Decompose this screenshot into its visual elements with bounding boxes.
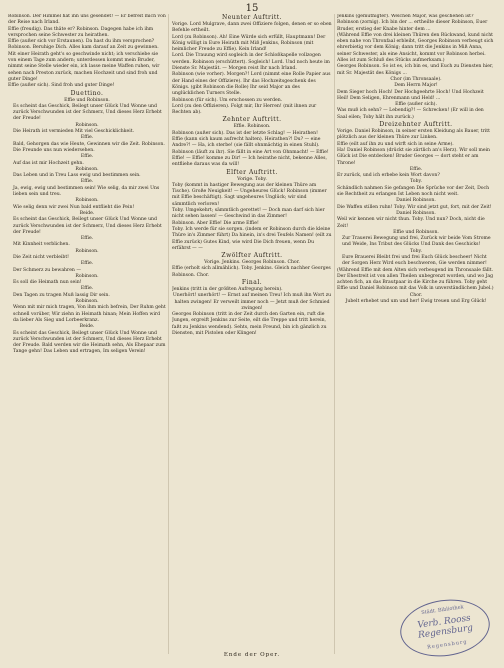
verse-block: Bald, Gehorgen das wie Heute, Gewinnen wir die Zeit. Robinson. Die Freunde uns nun wiedersehen. bbox=[13, 141, 165, 153]
page-number: 15 bbox=[245, 3, 259, 14]
text-paragraph: Toby (kommt in hastiger Bewegung aus der kleinen Thüre am Tische). Große Neuigkeit! — Ungeheures Glück! Robinson (immer mit Effie beschäftigt). Sagt ungeheures Unglück; wir sind sämmtlich verloren! bbox=[172, 182, 327, 207]
verse-block: Es scheint das Geschick, Beilegt unser Glück Und Wonne und zurück Verschwunden ist der Schmerz, Und dieses Herz Erhebt der Freude. Bald werden wir die Heimath sehn, Als Ehepaar zum Tange gehn! Das Leben und ertragen, Im seligen Verein! bbox=[13, 330, 166, 355]
verse-block: Der Schmerz zu bewahren — bbox=[13, 267, 81, 273]
text-paragraph: Weil wir kennen wir nicht thun. Toby. Und nun? Doch, nicht die Zeit! bbox=[337, 217, 485, 229]
column-divider bbox=[168, 14, 169, 654]
speaker-line: Dem Herrn Major! bbox=[394, 83, 438, 89]
stamp-line-1: Städt. Bibliothek bbox=[420, 604, 465, 617]
verse-block: Den Tagen zu tragen Muß lassig Dir sein. bbox=[13, 292, 110, 298]
text-paragraph: Effie (eilt auf ihn zu und wirft sich in seine Arme). bbox=[337, 141, 454, 147]
speaker-line: Effie und Robinson. bbox=[393, 229, 439, 235]
speaker-line: Beide. bbox=[79, 210, 95, 216]
speaker-line: Effie. bbox=[409, 166, 423, 172]
speaker-line: Vorige. Jenkins. Georges Robinson. Chor. bbox=[204, 260, 300, 266]
text-paragraph: Effie (kann sich kaum aufrecht halten). Heirathen?! Du? — eine Andre?! — Ha, ich sterbe! (sie fällt ohnmächtig in einen Stuhl). bbox=[172, 137, 321, 149]
speaker-line: Robinson. bbox=[75, 248, 99, 254]
text-paragraph: Jenkins (gemüthigter). Welchen Major, was geschehen ist? Robinson (zornig). Ich bin der ... ertheilte dieser Robinson, Euer Bruder, erstieg der Knabe hinter dem ... bbox=[337, 14, 488, 32]
section-heading: Zehnter Auftritt. bbox=[222, 116, 282, 124]
section-heading: Elfter Auftritt. bbox=[226, 168, 278, 176]
speaker-line: Effie. bbox=[80, 154, 94, 160]
speaker-line: Effie. Robinson. bbox=[233, 124, 271, 130]
speaker-line: Robinson. bbox=[75, 198, 99, 204]
verse-block: Es scheint das Geschick, Beilegt unser Glück Und Wonne und zurück Verschwunden ist der Schmerz, Und dieses Herz Erhebt der Freude! bbox=[13, 217, 162, 235]
speaker-line: Daniel Robinson. bbox=[396, 198, 436, 204]
text-paragraph: Vorige. Daniel Robinson, in seiner ersten Kleidung als Bauer, tritt plötzlich aus der kleinen Thüre zur Linken. bbox=[337, 129, 490, 141]
text-paragraph: Toby. Umgekehrt; sämmtlich gerettet! — Doch man darf sich hier nicht sehen lassen! — Geschwind in das Zimmer! bbox=[172, 208, 325, 220]
text-paragraph: Lord (zu Robinson). Ah! Eine Würde sich erfüllt, Hauptmann! Der König willigt in Eure Heirath mit Miß Jenkins, Robinson (mit heimlicher Freude zu Effie). Kein Irland! bbox=[172, 34, 326, 53]
text-paragraph: Robinson. Aber Effie! Die arme Effie! bbox=[172, 220, 259, 226]
verse-block: Zur Trauerei Bewegung und frei, Zurück wir beide Vom Strome und Weide, Ins Tribut des Glücks Und Dank des Geschicks! bbox=[342, 236, 491, 248]
text-paragraph: Was muß ich sehn? — Lebendig?! — Schrecken! (Er will in den Saal eilen; Toby hält ihn zurück.) bbox=[337, 108, 484, 120]
text-paragraph: Effie (erholt sich allmählich). Toby. Jenkins. Gleich nachher Georges Robinson. Chor. bbox=[172, 266, 331, 278]
end-of-opera-line: Ende der Oper. bbox=[223, 652, 281, 658]
library-stamp bbox=[397, 594, 494, 662]
section-heading: Duettino. bbox=[70, 89, 104, 97]
section-heading: Zwölfter Auftritt. bbox=[221, 252, 283, 260]
speaker-line: Chor. bbox=[409, 292, 423, 298]
text-paragraph: Effie (freudig). Das thäte er? Robinson. Dagegen habe ich ihm versprochen seine Schwester zu heirathen. bbox=[8, 26, 154, 38]
speaker-line: Robinson. bbox=[75, 166, 99, 172]
column-divider bbox=[334, 14, 335, 654]
speaker-line: Effie (außer sich). bbox=[395, 102, 437, 108]
speaker-line: Effie. bbox=[80, 135, 94, 141]
text-paragraph: Effie (außer sich). Sind froh und guter Dinge! bbox=[8, 83, 115, 89]
text-paragraph: Die Waffen stillen ruhn! Toby. Wir sind jetzt gut, fort, mit der Zeit! bbox=[337, 204, 492, 210]
text-paragraph: Robinson. Beruhige Dich. Alles kam darauf an Zeit zu gewinnen. Mit einer Heirath geht's so geschwinde nicht; ich verschiebe sie von einem Tage zum andern; unterdessen kommt mein Bruder, nimmt seine Stelle wieder ein, ich lasse meine Waffen ruhen, wir sehen nach Preston zurück, machen Hochzeit und sind froh und guter Dinge! bbox=[8, 45, 160, 82]
speaker-line: Jubelt erhebet und um und her! Ewig treuen und Erg Glück! bbox=[345, 299, 487, 305]
stamp-line-3: Regensburg bbox=[426, 639, 468, 651]
verse-block: Ja, ewig, ewig und bestimmen sein! Wie selig, da mir zwei Uns lieben sein und treu. bbox=[13, 185, 160, 198]
verse-block: Wenn mit mir mich tragen, Von ihm mich befrein, Der Ruhm geht schnell vorüber, Wir ziehn in Heimath hinan; Mein Hoffen wird da lieber Als Sieg und Lorbeerkranz. bbox=[13, 305, 166, 323]
text-paragraph: (Während Effie von drei kleinen Thüren den Rückwand, kund nicht eben nahe von Thronfaal erbleibt, Georges Robinson verbeugt sich ehrerbietig vor dem König; dann tritt die Jenkins in Miß Anna, seiner Schwester, als eine Ansicht, kommt vor Robinson herbei. Alles ist zum Schluß des Stücks aufmerksam.) bbox=[337, 32, 494, 64]
text-paragraph: Er zurück, und ich erbebe kein Wort davon? bbox=[337, 173, 440, 179]
text-paragraph: Dem Sieger hoch Hoch! Der Hochgeehrte Hoch! Und Hochzeit Heil! Dem Seligen, Ehrenmann und Held! ... bbox=[337, 89, 484, 101]
verse-block: Es scheint das Geschick, Beilegt unser Glück Und Wonne und zurück Verschwunden ist der Schmerz, Und dieses Herz Erhebt der Freude! bbox=[13, 103, 162, 122]
text-paragraph: (Während Effie mit dem Alten sich verbeugend im Thronsaale fällt. Der Ehestreit ist von allen Theilen unbegrenzt worden, und wo Jag achten fich, an das Brautpaar in die Kirche zu führen. Toby geht Effie und Daniel Robinson mit das Volk in unverständlichem Jubel.) bbox=[337, 267, 494, 292]
verse-block: Wie selig denn wir zwei Nun bald entflieht die Pein! bbox=[13, 204, 135, 210]
speaker-line: Toby. bbox=[410, 179, 422, 185]
speaker-line: Robinson. bbox=[75, 273, 99, 279]
text-paragraph: Robinson (läuft zu ihr). Sie fällt in eine Art von Ohnmacht! — Effie! Effie! — Effie! komme zu Dir! — Ich heirathe nicht, bekenne Alles, entfliehe daraus was da will! bbox=[172, 149, 329, 168]
text-column-left bbox=[8, 14, 166, 356]
text-paragraph: Schändlich nahmen Sie gefangen Die Sprüche vor der Zeit, Doch sie Rechtheit zu erlangen Ist Leben noch nicht weit. bbox=[337, 185, 490, 198]
text-paragraph: Robinson (für sich). Um erschossen zu werden. bbox=[172, 97, 283, 103]
text-paragraph: Robinson (außer sich). Das ist der letzte Schlag! — Heirathen! bbox=[172, 130, 318, 136]
speaker-line: Chor (im Thronsaale). bbox=[390, 76, 442, 82]
text-column-right bbox=[337, 14, 495, 305]
stamp-line-2: Verb. Rooss Regensburg bbox=[416, 613, 474, 641]
speaker-line: Robinson. bbox=[75, 299, 99, 305]
text-paragraph: Effie (außer sich vor Erstaunen). Da hast du ihm versprochen? bbox=[8, 39, 155, 45]
section-heading: Dreizehnter Auftritt. bbox=[379, 121, 453, 129]
speaker-line: Effie. bbox=[80, 236, 94, 242]
verse-block: Die Zeit nicht verbleibt! bbox=[13, 254, 70, 260]
verse-block: Auf das ist mir Hochzeit gehn. bbox=[13, 160, 84, 166]
speaker-line: Toby. bbox=[410, 248, 422, 254]
text-paragraph: Lord. Die Trauung wird sogleich in der Schloßkapelle vollzogen werden. Robinson (erschüttert). Sogleich! Lord. Und noch heute im Dienste Sr. Majestät. — Morgen reist Ihr nach Irland. bbox=[172, 53, 330, 72]
speaker-line: Beide. bbox=[79, 324, 95, 330]
section-heading: Neunter Auftritt. bbox=[221, 14, 283, 21]
verse-block: Die Heirath ist vermieden Mit viel Geschicklichkeit. bbox=[13, 129, 135, 135]
verse-block: Es soll die Heimath nun sein! bbox=[13, 280, 82, 286]
verse-block: Das Leben und in Treu Lass ewig und bestimmen sein. bbox=[13, 173, 141, 179]
verse-block: Eure Brauerei Bleibt frei und frei Euch Glück bescheer! Nicht der Sorgen Herz Wird euch beschweren, Gie werden nimmer! bbox=[342, 254, 487, 267]
text-paragraph: Lord (zu den Offizieren). Folgt mir, Ihr Herren! (mit ihnen zur Rechten ab). bbox=[172, 103, 317, 116]
speaker-line: Effie. bbox=[80, 179, 94, 185]
speaker-line: Effie. bbox=[80, 286, 94, 292]
verse-block: Mit Kinnheit verblichen. bbox=[13, 242, 70, 248]
text-paragraph: Vorige. Lord Mulgrave, dann zwei Offiziere folgen, denen er so eben Befehle ertheilt. bbox=[172, 22, 332, 34]
speaker-line: Unerhört! unerhört! — Ernst auf meinen Treu! Ich muß ihn Wort zu halten zwingen! Er verweilt immer noch — Jetzt muß der Schmied zwingen! bbox=[172, 293, 332, 311]
text-paragraph: Robinson (wie vorher). Morgen?! Lord (nimmt eine Rolle Papier aus der Hand eines der Offiziere). Ihr das Hochzeitsgeschenk des Königs. (gibt Robinson die Rolle) Ihr seid Major an des unglücklichen Turners Stelle. bbox=[172, 72, 331, 97]
text-paragraph: Georges Robinson (tritt in der Zeit durch den Garten ein, ruft die Jungen, ergreift Jenkins zur Seite, eilt die Treppe und tritt herein, faßt zu Jenkins wendend). Sehts, mein Freund, bin ich gänzlich zu Diensten, mit Pistolen oder Klingen! bbox=[172, 312, 327, 337]
speaker-line: Effie. bbox=[80, 261, 94, 267]
text-column-middle bbox=[172, 14, 332, 337]
section-heading: Final. bbox=[241, 278, 263, 286]
text-paragraph: Georges Robinson. So ist es, ich bin es, und Euch zu Diensten hier, mit Sr. Majestät des Königs ... bbox=[337, 64, 494, 76]
speaker-line: Robinson. bbox=[75, 122, 99, 128]
speaker-line: Effie und Robinson. bbox=[64, 97, 110, 103]
text-paragraph: Ha! Daniel Robinson (drückt sie zärtlich an's Herz). Wir soll mein Glück ist Die entdecken! Bruder Georges — dort steht er am Throne! bbox=[337, 147, 490, 166]
text-paragraph: Toby. Ich werde für sie sorgen. (indem er Robinson durch die kleine Thüre in's Zimmer führt) Da hinein, in's drei Teufels Namen! (eilt zu Effie zurück) Gutes Kind, wie wird Die Dich freuen, wenn Du erfährst — — bbox=[172, 226, 332, 251]
text-paragraph: Robinson. Der Himmel hat ihn uns gesendet! — Er befreit mich von der Reise nach Irland. bbox=[8, 14, 166, 26]
text-paragraph: Jenkins (tritt in der größten Aufregung herein). bbox=[172, 286, 283, 292]
speaker-line: Daniel Robinson. bbox=[396, 210, 436, 216]
speaker-line: Vorige. Toby. bbox=[237, 176, 267, 182]
